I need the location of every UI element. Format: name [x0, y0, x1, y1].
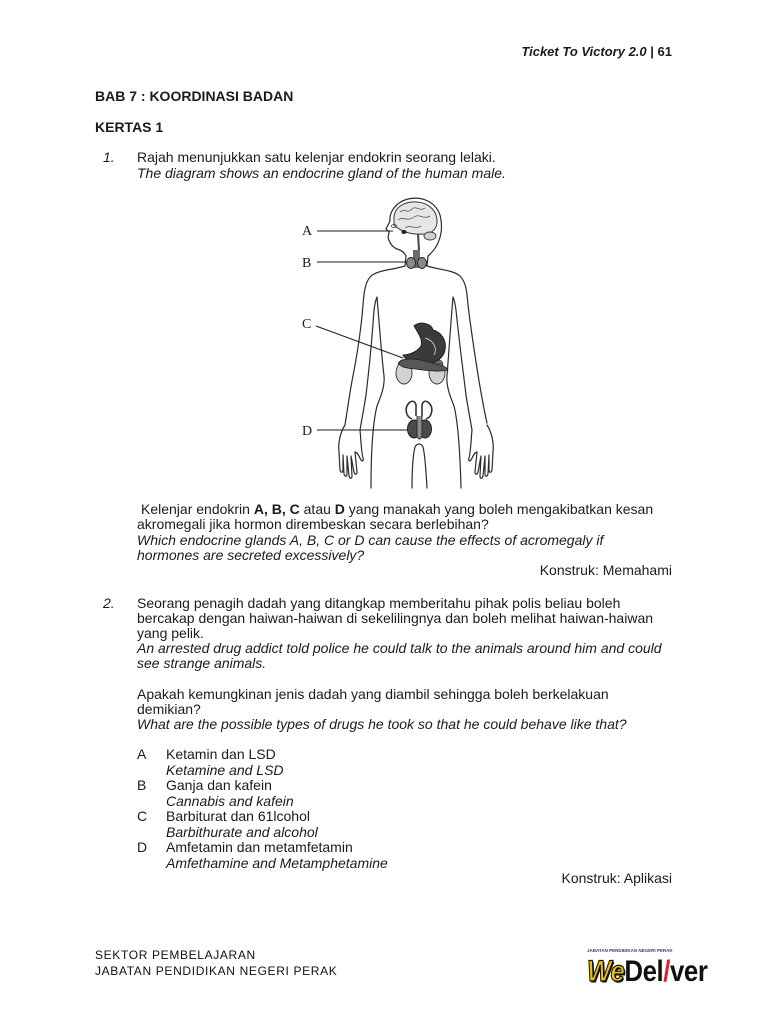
question-1-prompt-en-line-2: hormones are secreted excessively? — [137, 546, 365, 563]
prompt-bold-options: A, B, C — [253, 501, 300, 517]
option-letter: C — [137, 808, 148, 825]
question-2-options — [137, 747, 672, 887]
prompt-bold-option-d: D — [334, 501, 345, 517]
option-letter: B — [137, 777, 147, 794]
leader-line-c — [316, 326, 403, 358]
option-text-ms: Barbiturat dan 61lcohol — [166, 808, 310, 825]
page-number: 61 — [657, 44, 672, 59]
option-text-ms: Ganja dan kafein — [166, 777, 272, 794]
option-c — [137, 809, 672, 840]
stomach — [403, 323, 445, 364]
question-2-construct: Konstruk: Aplikasi — [561, 870, 672, 887]
left-shoulder-arm-outline — [345, 266, 405, 425]
prompt-text: yang manakah yang boleh mengakibatkan kesan — [344, 501, 654, 517]
footer-line-2: JABATAN PENDIDIKAN NEGERI PERAK — [95, 964, 338, 978]
inner-legs-outline — [412, 444, 427, 488]
left-hand — [339, 425, 364, 478]
option-letter: D — [137, 839, 148, 856]
option-a — [137, 747, 672, 778]
question-1-construct: Konstruk: Memahami — [539, 562, 672, 579]
diagram-label-b: B — [302, 256, 312, 271]
option-text-ms: Amfetamin dan metamfetamin — [166, 839, 353, 856]
diagram-label-a: A — [302, 224, 313, 239]
question-1-stem-ms: Rajah menunjukkan satu kelenjar endokrin seorang lelaki. — [137, 149, 496, 165]
logo-caption: JABATAN PENDIDIKAN NEGERI PERAK — [587, 948, 673, 953]
we-deliver-logo — [587, 945, 722, 989]
neck-right-outline — [427, 256, 428, 266]
question-2-prompt-ms-line-1: Apakah kemungkinan jenis dadah yang diambil sehingga boleh berkelakuan — [137, 685, 609, 702]
question-2-stem-ms-line-3: yang pelik. — [137, 624, 204, 641]
question-1-prompt-ms-line-2: akromegali jika hormon dirembeskan secara berlebihan? — [137, 516, 489, 533]
question-2-stem-en-line-1: An arrested drug addict told police he could talk to the animals around him and could — [137, 639, 662, 656]
logo-ver: ver — [669, 955, 708, 988]
diagram-label-c: C — [302, 317, 312, 332]
right-hand — [469, 425, 494, 478]
option-text-en: Amfethamine and Metamphetamine — [166, 854, 388, 871]
question-2-stem — [137, 596, 672, 671]
pituitary-gland — [401, 230, 406, 234]
option-text-ms: Ketamin dan LSD — [166, 746, 276, 763]
diagram-label-d: D — [302, 424, 313, 439]
penis — [417, 416, 422, 439]
running-header-separator: | — [650, 44, 654, 59]
chapter-title: BAB 7 : KOORDINASI BADAN — [95, 88, 294, 104]
thyroid-left-lobe — [407, 258, 416, 269]
option-text-en: Cannabis and kafein — [166, 792, 294, 809]
thyroid-right-lobe — [418, 258, 427, 269]
question-2-stem-ms-line-2: bercakap dengan haiwan-haiwan di sekelilingnya dan boleh melihat haiwan-haiwan — [137, 609, 654, 626]
question-1-stem — [137, 149, 672, 181]
option-b — [137, 778, 672, 809]
question-1-prompt — [137, 502, 672, 578]
prompt-text: atau — [299, 501, 335, 517]
question-1-number: 1. — [103, 149, 115, 165]
question-2-number: 2. — [103, 595, 115, 611]
footer-line-1: SEKTOR PEMBELAJARAN — [95, 948, 256, 962]
male-reproductive-organs — [406, 401, 432, 439]
option-letter: A — [137, 746, 147, 763]
option-text-en: Ketamine and LSD — [166, 761, 284, 778]
prompt-text: Kelenjar endokrin — [141, 501, 254, 517]
logo-del: Del — [624, 955, 664, 988]
logo-wordmark — [587, 957, 707, 987]
question-1-prompt-en-line-1: Which endocrine glands A, B, C or D can cause the effects of acromegaly if — [137, 531, 604, 548]
endocrine-gland-diagram — [290, 192, 515, 492]
logo-slash: / — [663, 955, 670, 988]
question-2-stem-en-line-2: see strange animals. — [137, 654, 267, 671]
question-2-prompt — [137, 687, 672, 732]
footer — [95, 947, 337, 979]
brainstem — [418, 234, 419, 250]
option-text-en: Barbithurate and alcohol — [166, 823, 318, 840]
running-header-title: Ticket To Victory 2.0 — [521, 44, 647, 59]
question-2-prompt-ms-line-2: demikian? — [137, 700, 201, 717]
logo-we: We — [587, 955, 625, 988]
running-header — [521, 44, 672, 60]
option-d — [137, 840, 672, 871]
question-2-prompt-en: What are the possible types of drugs he took so that he could behave like that? — [137, 715, 627, 732]
paper-title: KERTAS 1 — [95, 119, 164, 135]
question-1-stem-en: The diagram shows an endocrine gland of the human male. — [137, 165, 506, 181]
brain — [394, 202, 437, 234]
leader-lines — [316, 231, 408, 430]
question-2-stem-ms-line-1: Seorang penagih dadah yang ditangkap memberitahu pihak polis beliau boleh — [137, 594, 621, 611]
cerebellum — [424, 232, 436, 240]
question-1-prompt-ms-line-1 — [137, 502, 672, 517]
neck-left-outline — [405, 256, 406, 266]
